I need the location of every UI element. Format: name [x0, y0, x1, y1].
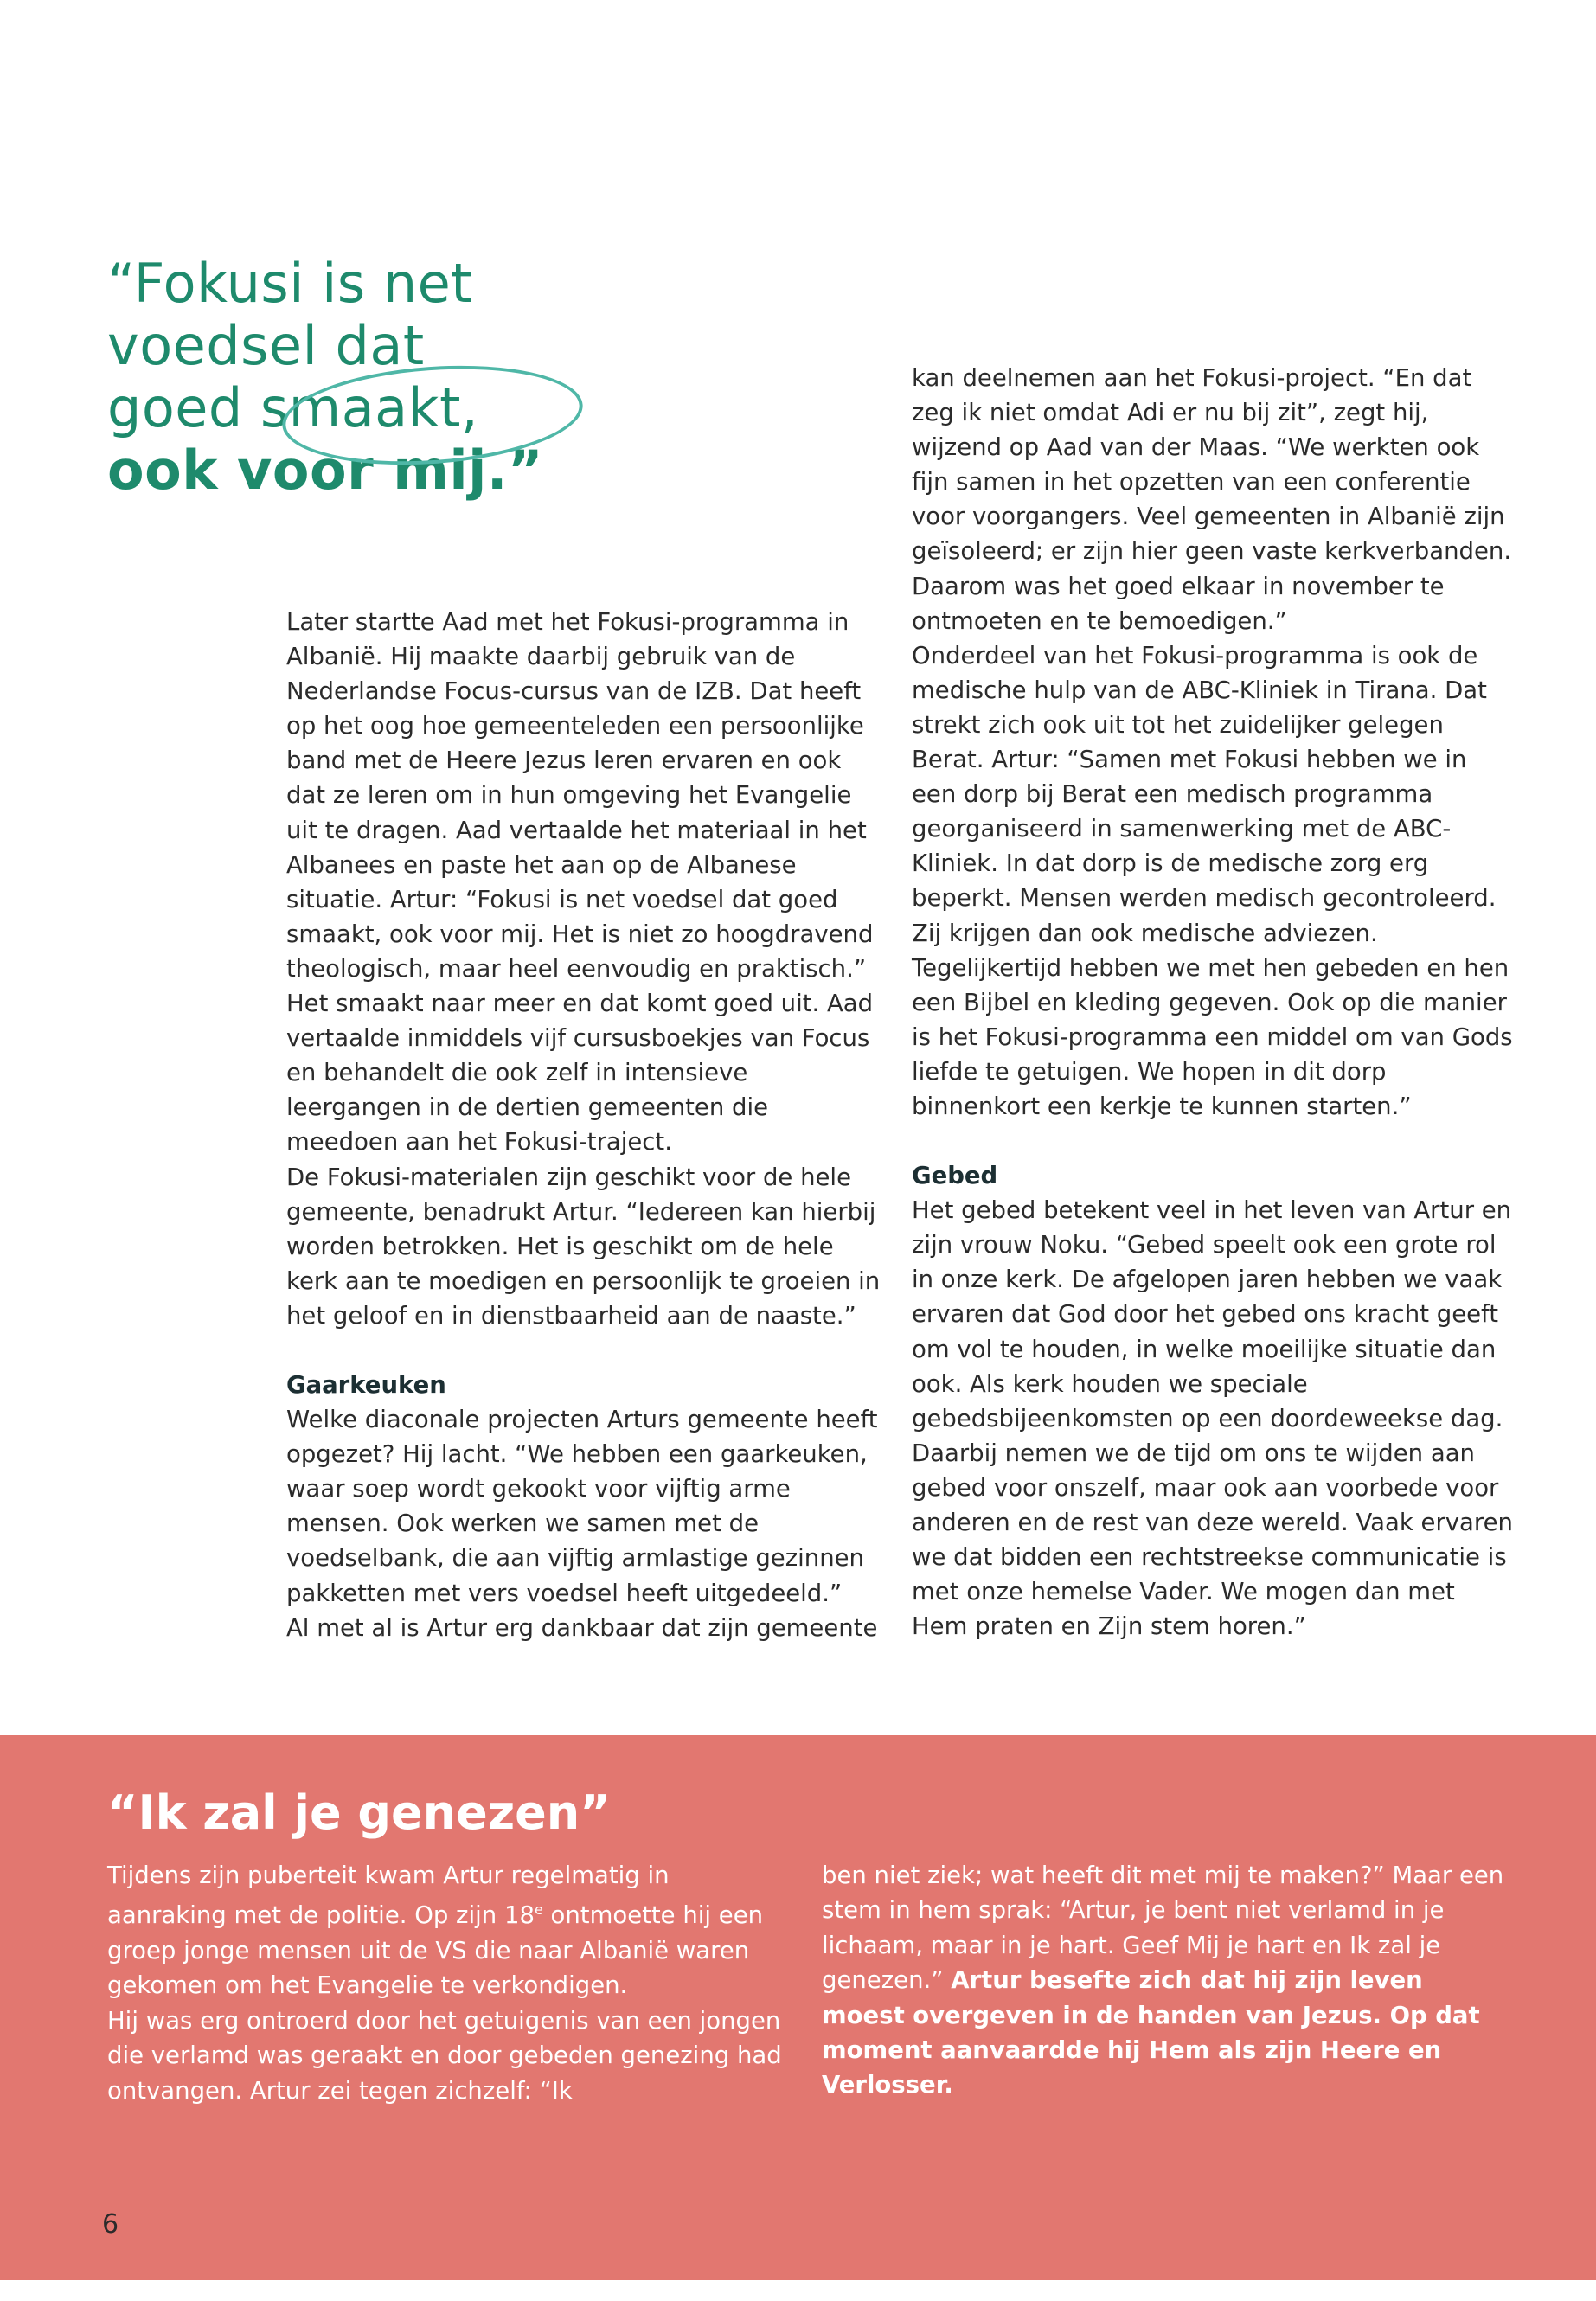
sidebar-text: Tijdens zijn puberteit kwam Artur regelmatig in aanraking met de politie. Op zijn 18: [107, 1862, 670, 1930]
sidebar-text: ontmoette hij een groep jonge mensen uit de VS die naar Albanië waren gekomen om het Evangelie te verkondigen.: [107, 1901, 764, 2000]
article-paragraph: Onderdeel van het Fokusi-programma is ook de medische hulp van de ABC-Kliniek in Tirana. Dat strekt zich ook uit tot het zuidelijker gelegen Berat. Artur: “Samen met Fokusi hebben we in een dorp bij Berat een medisch programma georganiseerd in samenwerking met de ABC-Kliniek. In dat dorp is de medische zorg erg beperkt. Mensen werden medisch gecontroleerd. Zij krijgen dan ook medische adviezen. Tegelijkertijd hebben we met hen gebeden en hen een Bijbel en kleding gegeven. Ook op die manier is het Fokusi-programma een middel om van Gods liefde te getuigen. We hopen in dit dorp binnenkort een kerkje te kunnen starten.”: [912, 641, 1513, 1120]
article-paragraph: Later startte Aad met het Fokusi-programma in Albanië. Hij maakte daarbij gebruik van de Nederlandse Focus-cursus van de IZB. Dat heeft op het oog hoe gemeenteleden een persoonlijke band met de Heere Jezus leren ervaren en ook dat ze leren om in hun omgeving het Evangelie uit te dragen. Aad vertaalde het materiaal in het Albanees en paste het aan op de Albanese situatie. Artur: “Fokusi is net voedsel dat goed smaakt, ook voor mij. Het is niet zo hoogdravend theologisch, maar heel eenvoudig en praktisch.” Het smaakt naar meer en dat komt goed uit. Aad vertaalde inmiddels vijf cursusboekjes van Focus en behandelt die ook zelf in intensieve leergangen in de dertien gemeenten die meedoen aan het Fokusi-traject.: [286, 608, 874, 1157]
ordinal-suffix: e: [534, 1901, 543, 1919]
article-left-column: [286, 605, 883, 1645]
pull-quote-bold-line: ook voor mij.”: [107, 439, 544, 502]
pull-quote-line: goed smaakt,: [107, 376, 479, 439]
sidebar-paragraph: Hij was erg ontroerd door het getuigenis van een jongen die verlamd was geraakt en door gebeden genezing had ontvangen. Artur zei tegen zichzelf: “Ik: [107, 2006, 782, 2105]
section-heading-gaarkeuken: Gaarkeuken: [286, 1370, 446, 1399]
section-heading-gebed: Gebed: [912, 1162, 998, 1190]
pull-quote-line: “Fokusi is net: [107, 252, 473, 315]
article-paragraph: Welke diaconale projecten Arturs gemeente heeft opgezet? Hij lacht. “We hebben een gaarkeuken, waar soep wordt gekookt voor vijftig arme mensen. Ook werken we samen met de voedselbank, die aan vijftig armlastige gezinnen pakketten met vers voedsel heeft uitgedeeld.”: [286, 1406, 878, 1607]
sidebar-bold-text: Artur besefte zich dat hij zijn leven moest overgeven in de handen van Jezus. Op dat moment aanvaardde hij Hem als zijn Heere en Verlosser.: [822, 1966, 1480, 2099]
article-paragraph: Het gebed betekent veel in het leven van Artur en zijn vrouw Noku. “Gebed speelt ook een grote rol in onze kerk. De afgelopen jaren hebben we vaak ervaren dat God door het gebed ons kracht geeft om vol te houden, in welke moeilijke situatie dan ook. Als kerk houden we speciale gebedsbijeenkomsten op een doordeweekse dag. Daarbij nemen we de tijd om ons te wijden aan gebed voor onszelf, maar ook aan voorbede voor anderen en de rest van deze wereld. Vaak ervaren we dat bidden een rechtstreekse communicatie is met onze hemelse Vader. We mogen dan met Hem praten en Zijn stem horen.”: [912, 1196, 1513, 1641]
sidebar-heading: “Ik zal je genezen”: [107, 1785, 611, 1840]
sidebar-right-column: [822, 1858, 1505, 2103]
sidebar-paragraph: [107, 1858, 782, 2003]
paragraph-spacer: [912, 1124, 1517, 1158]
article-right-column: [912, 361, 1517, 1644]
testimony-sidebar: [0, 1735, 1596, 2280]
page-number: 6: [102, 2209, 119, 2240]
sidebar-left-column: [107, 1858, 782, 2108]
article-paragraph: kan deelnemen aan het Fokusi-project. “En dat zeg ik niet omdat Adi er nu bij zit”, zegt hij, wijzend op Aad van der Maas. “We werkten ook fijn samen in het opzetten van een conferentie voor voorgangers. Veel gemeenten in Albanië zijn geïsoleerd; er zijn hier geen vaste kerkverbanden. Daarom was het goed elkaar in november te ontmoeten en te bemoedigen.”: [912, 364, 1512, 635]
sidebar-text: ben niet ziek; wat heeft dit met mij te maken?” Maar een stem in hem sprak: “Artur, je bent niet verlamd in je lichaam, maar in je hart. Geef Mij je hart en Ik zal je genezen.”: [822, 1862, 1504, 1995]
pull-quote-line: voedsel dat: [107, 314, 425, 377]
paragraph-spacer: [286, 1333, 883, 1368]
sidebar-paragraph: [822, 1858, 1505, 2103]
article-paragraph: De Fokusi-materialen zijn geschikt voor de hele gemeente, benadrukt Artur. “Iedereen kan hierbij worden betrokken. Het is geschikt om de hele kerk aan te moedigen en persoonlijk te groeien in het geloof en in dienstbaarheid aan de naaste.”: [286, 1163, 881, 1330]
article-paragraph: Al met al is Artur erg dankbaar dat zijn gemeente: [286, 1613, 878, 1642]
